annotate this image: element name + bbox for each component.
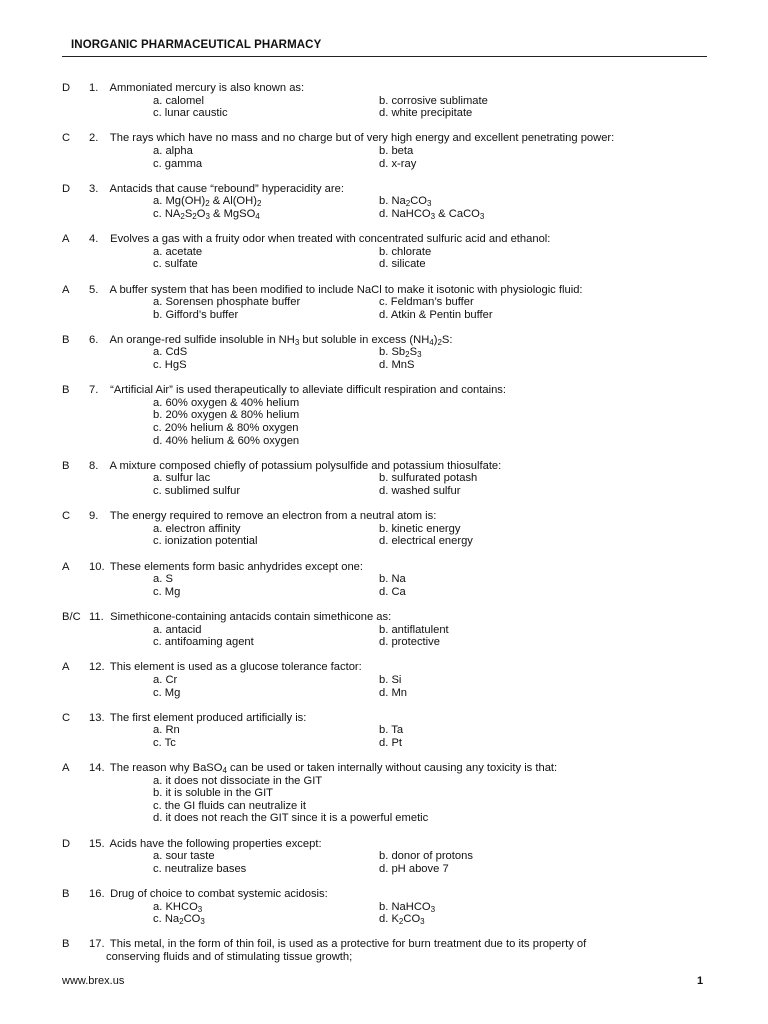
- question-item: [0, 611, 768, 649]
- option-list: [153, 901, 768, 926]
- answer-key: A: [62, 661, 70, 674]
- question-text-wrap: [89, 938, 689, 951]
- answer-option: d. it does not reach the GIT since it is a powerful emetic: [153, 812, 429, 825]
- answer-option: b. $Sb_2S_3$: [379, 346, 422, 360]
- question-line: [0, 132, 768, 145]
- answer-option: d. washed sulfur: [379, 485, 461, 497]
- answer-key: B: [62, 459, 70, 472]
- answer-option: a. Sorensen phosphate buffer: [153, 296, 301, 309]
- answer-option: a. $Mg(OH)_2$ & $Al(OH)_2$: [153, 195, 262, 209]
- question-text-wrap: [89, 838, 689, 851]
- answer-key: A: [62, 283, 70, 296]
- question-line: [0, 82, 768, 95]
- answer-option: a. Cr: [153, 673, 178, 686]
- option-list: [153, 246, 768, 271]
- footer-url: www.brex.us: [62, 975, 125, 987]
- answer-option: a. sulfur lac: [153, 472, 211, 485]
- question-line: [0, 334, 768, 347]
- question-number: 4.: [89, 233, 99, 246]
- question-text-wrap: [89, 762, 689, 775]
- answer-option: d. NaHCO$_3$ & CaCO$_3$: [379, 207, 485, 221]
- question-number: 15.: [89, 837, 105, 850]
- question-number: 16.: [89, 888, 105, 900]
- answer-key: B: [62, 938, 70, 951]
- question-item: [0, 384, 768, 447]
- question-text-wrap: [89, 460, 689, 473]
- question-item: [0, 132, 768, 170]
- question-number: 5.: [89, 283, 99, 296]
- answer-option: d. Mn: [379, 686, 407, 699]
- question-text: The energy required to remove an electron from a neutral atom is:: [109, 510, 437, 523]
- answer-option: b. Na: [379, 573, 406, 586]
- answer-option: b. donor of protons: [379, 850, 473, 863]
- answer-option: c. Feldman’s buffer: [379, 296, 474, 309]
- answer-option: c. HgS: [153, 359, 187, 372]
- answer-option: a. alpha: [153, 144, 193, 157]
- answer-option: b. antiflatulent: [379, 623, 449, 636]
- question-text-wrap: [89, 132, 689, 145]
- question-number: 11.: [89, 610, 104, 623]
- answer-option: d. electrical energy: [379, 535, 473, 548]
- question-line: [0, 762, 768, 775]
- question-text: The rays which have no mass and no charge but of very high energy and excellent penetrating power:: [109, 132, 615, 145]
- option-list: [153, 145, 768, 170]
- question-line: [0, 888, 768, 901]
- answer-option: d. MnS: [379, 359, 415, 372]
- question-line: [0, 284, 768, 297]
- answer-option: b. kinetic energy: [379, 522, 461, 535]
- answer-option: c. sulfate: [153, 258, 198, 271]
- answer-option: d. Atkin & Pentin buffer: [379, 308, 493, 321]
- answer-option: d. pH above 7: [379, 862, 449, 875]
- answer-option: d. white precipitate: [379, 107, 473, 120]
- question-line: [0, 661, 768, 674]
- option-list: [153, 775, 768, 825]
- option-list: [153, 624, 768, 649]
- answer-option: d. Pt: [379, 736, 403, 749]
- option-list: [153, 573, 768, 598]
- answer-option: b. corrosive sublimate: [379, 94, 488, 107]
- option-list: [153, 724, 768, 749]
- answer-option: c. Mg: [153, 686, 181, 699]
- question-text: The reason why BaSO$_4$ can be used or taken internally without causing any toxicity is that:: [109, 762, 558, 776]
- answer-option: d. $K_2CO_3$: [379, 913, 425, 927]
- answer-option: c. $NA_2S_2O_3$ & MgSO$_4$: [153, 207, 260, 221]
- answer-option: c. gamma: [153, 157, 203, 170]
- answer-option: b. NaHCO$_3$: [379, 900, 436, 914]
- answer-option: c. the GI fluids can neutralize it: [153, 799, 306, 812]
- answer-key: B: [62, 384, 70, 397]
- question-text: An orange-red sulfide insoluble in $NH_3$ but soluble in excess $(NH_4)_2S$:: [109, 333, 453, 347]
- question-line: [0, 510, 768, 523]
- question-line: [0, 183, 768, 196]
- question-item: [0, 334, 768, 372]
- question-item: [0, 838, 768, 876]
- answer-option: c. sublimed sulfur: [153, 485, 241, 497]
- page-number: 1: [697, 975, 704, 987]
- question-text: Drug of choice to combat systemic acidosis:: [110, 888, 328, 900]
- question-text: Ammoniated mercury is also known as:: [109, 82, 305, 94]
- question-text: These elements form basic anhydrides except one:: [109, 560, 364, 573]
- question-item: [0, 510, 768, 548]
- question-text: The first element produced artificially is:: [109, 711, 307, 724]
- question-line: [0, 233, 768, 246]
- answer-option: a. calomel: [153, 94, 204, 107]
- answer-option: c. ionization potential: [153, 535, 258, 548]
- question-number: 1.: [89, 82, 99, 94]
- option-list: [153, 296, 768, 321]
- question-number: 14.: [89, 762, 105, 775]
- question-item: [0, 460, 768, 498]
- answer-key: B: [62, 333, 70, 346]
- answer-option: a. 60% oxygen & 40% helium: [153, 396, 300, 409]
- answer-option: a. Rn: [153, 724, 180, 737]
- question-text: Acids have the following properties except:: [109, 837, 322, 850]
- answer-option: a. CdS: [153, 346, 188, 359]
- question-text-wrap: [89, 384, 689, 397]
- answer-key: D: [62, 82, 71, 94]
- page-title: INORGANIC PHARMACEUTICAL PHARMACY: [71, 39, 322, 51]
- answer-option: c. lunar caustic: [153, 107, 228, 120]
- answer-option: a. $KHCO_3$: [153, 900, 203, 914]
- option-list: [153, 346, 768, 371]
- question-item: [0, 762, 768, 825]
- answer-key: B: [62, 888, 70, 900]
- question-number: 10.: [89, 560, 105, 573]
- answer-option: a. S: [153, 573, 173, 586]
- answer-option: c. $Na_2CO_3$: [153, 913, 205, 927]
- header-divider: [62, 56, 707, 57]
- question-text-wrap: [89, 183, 689, 196]
- answer-option: c. Tc: [153, 736, 176, 749]
- question-text: Simethicone-containing antacids contain simethicone as:: [110, 610, 392, 623]
- question-line: [0, 938, 768, 951]
- question-line: [0, 384, 768, 397]
- option-list: [153, 195, 768, 220]
- question-line: [0, 611, 768, 624]
- question-item: [0, 888, 768, 926]
- answer-option: b. chlorate: [379, 245, 432, 258]
- question-line: [0, 460, 768, 473]
- question-number: 6.: [89, 333, 99, 346]
- question-item: [0, 284, 768, 322]
- question-item: [0, 233, 768, 271]
- answer-option: d. silicate: [379, 258, 426, 271]
- question-text-wrap: [89, 510, 689, 523]
- question-number: 13.: [89, 711, 105, 724]
- question-item: [0, 82, 768, 120]
- question-text: A mixture composed chiefly of potassium polysulfide and potassium thiosulfate:: [109, 459, 502, 472]
- question-item: [0, 561, 768, 599]
- answer-key: A: [62, 233, 70, 246]
- answer-option: d. 40% helium & 60% oxygen: [153, 434, 300, 447]
- answer-option: a. electron affinity: [153, 522, 241, 535]
- question-text: Evolves a gas with a fruity odor when treated with concentrated sulfuric acid and ethanol:: [110, 233, 551, 246]
- question-text: This element is used as a glucose tolerance factor:: [109, 661, 362, 674]
- answer-option: c. Mg: [153, 585, 181, 598]
- option-list: [153, 523, 768, 548]
- question-text-wrap: [89, 712, 689, 725]
- answer-option: d. protective: [379, 636, 440, 649]
- option-list: [153, 397, 768, 447]
- question-line: [0, 712, 768, 725]
- answer-option: b. it is soluble in the GIT: [153, 787, 274, 800]
- answer-option: a. it does not dissociate in the GIT: [153, 774, 323, 787]
- answer-option: b. beta: [379, 144, 414, 157]
- option-list: [153, 95, 768, 120]
- question-line: [0, 838, 768, 851]
- question-text-continuation: conserving fluids and of stimulating tissue growth;: [106, 950, 353, 963]
- answer-option: c. 20% helium & 80% oxygen: [153, 422, 299, 435]
- question-text-wrap: [89, 82, 689, 95]
- answer-option: b. sulfurated potash: [379, 472, 478, 485]
- question-number: 3.: [89, 182, 99, 195]
- question-number: 12.: [89, 661, 105, 674]
- option-list: [153, 472, 768, 497]
- question-text-wrap: [89, 611, 689, 624]
- question-text: This metal, in the form of thin foil, is used as a protective for burn treatment due to its property of: [109, 938, 587, 951]
- question-list: [0, 82, 768, 976]
- answer-key: A: [62, 762, 70, 775]
- question-number: 7.: [89, 384, 99, 397]
- question-item: [0, 183, 768, 221]
- question-text-wrap: [89, 284, 689, 297]
- option-list: [153, 850, 768, 875]
- answer-option: b. Gifford’s buffer: [153, 308, 239, 321]
- answer-key: D: [62, 837, 71, 850]
- option-list: [153, 674, 768, 699]
- answer-key: C: [62, 132, 71, 145]
- question-item: [0, 938, 768, 963]
- question-text: Antacids that cause “rebound” hyperacidity are:: [109, 182, 344, 195]
- question-number: 8.: [89, 459, 99, 472]
- question-number: 17.: [89, 938, 105, 951]
- answer-option: a. acetate: [153, 245, 203, 258]
- answer-option: d. Ca: [379, 585, 406, 598]
- question-text-wrap: [89, 561, 689, 574]
- question-text: “Artificial Air” is used therapeutically to alleviate difficult respiration and contains:: [110, 384, 507, 397]
- answer-key: D: [62, 182, 71, 195]
- question-text-wrap: [89, 661, 689, 674]
- answer-key: B/C: [62, 610, 81, 623]
- answer-key: C: [62, 711, 71, 724]
- question-text-wrap: [89, 233, 689, 246]
- question-item: [0, 661, 768, 699]
- answer-option: c. antifoaming agent: [153, 636, 254, 649]
- answer-option: a. sour taste: [153, 850, 215, 863]
- answer-option: b. Si: [379, 673, 402, 686]
- answer-option: b. Ta: [379, 724, 404, 737]
- answer-option: d. x-ray: [379, 157, 417, 170]
- question-text-wrap: [89, 334, 689, 347]
- answer-option: a. antacid: [153, 623, 202, 636]
- question-text: A buffer system that has been modified to include NaCl to make it isotonic with physiologic fluid:: [109, 283, 583, 296]
- answer-option: b. 20% oxygen & 80% helium: [153, 409, 300, 422]
- question-item: [0, 712, 768, 750]
- question-text-wrap: [89, 888, 689, 901]
- answer-key: C: [62, 510, 71, 523]
- question-line: [0, 561, 768, 574]
- question-number: 9.: [89, 510, 99, 523]
- question-number: 2.: [89, 132, 99, 145]
- answer-option: c. neutralize bases: [153, 862, 247, 875]
- answer-option: b. $Na_2CO_3$: [379, 195, 432, 209]
- answer-key: A: [62, 560, 70, 573]
